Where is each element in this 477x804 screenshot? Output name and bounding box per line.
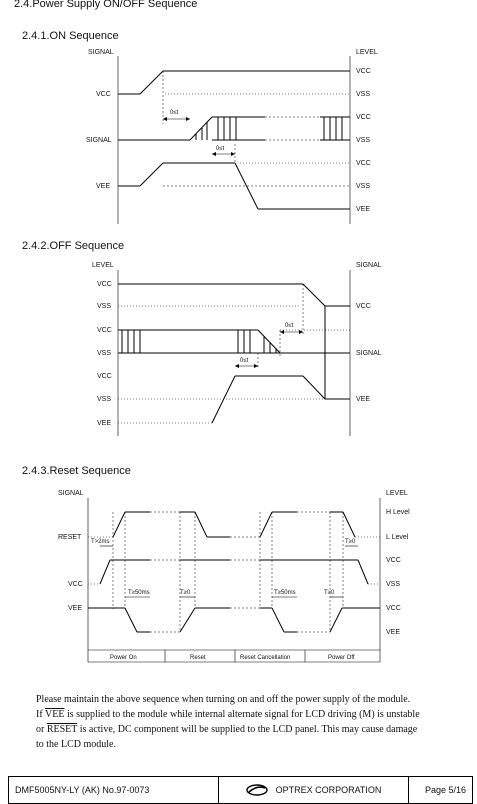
reset-signal-vee: VEE bbox=[68, 605, 83, 612]
section-title: 2.4.Power Supply ON/OFF Sequence bbox=[14, 0, 198, 10]
off-level: VCC bbox=[97, 373, 112, 380]
off-level: VSS bbox=[97, 350, 112, 357]
off-sequence-diagram bbox=[0, 256, 477, 441]
reset-sequence-heading: 2.4.3.Reset Sequence bbox=[22, 465, 131, 477]
footer-page: Page 5/16 bbox=[424, 785, 466, 795]
off-timing-2: 0≤t bbox=[240, 358, 249, 364]
off-signal-vee: VEE bbox=[356, 396, 371, 403]
phase-power-off: Power Off bbox=[328, 655, 355, 661]
off-level: VCC bbox=[97, 281, 112, 288]
reset-col-left: SIGNAL bbox=[58, 490, 84, 497]
on-level: VSS bbox=[356, 183, 371, 190]
off-timing-1: 0≤t bbox=[285, 323, 294, 329]
reset-level: H Level bbox=[386, 509, 410, 516]
reset-timing-6: T≥0 bbox=[324, 590, 335, 596]
on-col-right: LEVEL bbox=[356, 49, 378, 56]
reset-signal-vcc: VCC bbox=[68, 581, 83, 588]
reset-timing-4: T≥0 bbox=[180, 590, 191, 596]
off-level: VSS bbox=[97, 396, 112, 403]
on-timing-1: 0≤t bbox=[170, 110, 179, 116]
on-col-left: SIGNAL bbox=[88, 49, 114, 56]
note-line-1: Please maintain the above sequence when turning on and off the power supply of the module. bbox=[36, 694, 411, 705]
note-line-2: If $\overline{VEE}$ is supplied to the module while internal alternate signal for LCD driving (M) is unstable bbox=[36, 709, 420, 720]
on-level: VCC bbox=[356, 68, 371, 75]
off-level: VCC bbox=[97, 327, 112, 334]
off-level: VEE bbox=[97, 420, 112, 427]
on-level: VCC bbox=[356, 160, 371, 167]
company-name: OPTREX CORPORATION bbox=[275, 785, 382, 795]
on-level: VSS bbox=[356, 91, 371, 98]
reset-timing-2: T≥0 bbox=[345, 539, 356, 545]
vee-term: $\overline{VEE}$ bbox=[44, 709, 65, 720]
on-level: VEE bbox=[356, 206, 371, 213]
optrex-logo-icon bbox=[246, 784, 268, 796]
reset-timing-3: T≥50ms bbox=[128, 590, 150, 596]
caution-note bbox=[36, 692, 466, 752]
on-row-vee: VEE bbox=[96, 183, 111, 190]
off-col-left: LEVEL bbox=[92, 262, 114, 269]
phase-reset: Reset bbox=[190, 655, 206, 661]
on-level: VSS bbox=[356, 137, 371, 144]
reset-term: RESET bbox=[46, 724, 78, 735]
note-line-4: to the LCD module. bbox=[36, 739, 116, 750]
reset-level: VCC bbox=[386, 557, 401, 564]
note-line-3: or RESET is active, DC component will be supplied to the LCD panel. This may cause damage bbox=[36, 724, 418, 735]
reset-sequence-diagram bbox=[0, 484, 477, 666]
off-col-right: SIGNAL bbox=[356, 262, 382, 269]
off-signal-signal: SIGNAL bbox=[356, 350, 382, 357]
reset-signal-reset: RESET bbox=[58, 534, 82, 541]
on-timing-2: 0≤t bbox=[216, 146, 225, 152]
reset-level: L Level bbox=[386, 534, 409, 541]
page-footer bbox=[8, 776, 473, 804]
off-sequence-heading: 2.4.2.OFF Sequence bbox=[22, 240, 125, 252]
reset-level: VCC bbox=[386, 605, 401, 612]
on-row-signal: SIGNAL bbox=[86, 137, 112, 144]
reset-col-right: LEVEL bbox=[386, 490, 408, 497]
on-sequence-diagram bbox=[0, 44, 477, 229]
footer-company bbox=[219, 777, 409, 803]
off-signal-vcc: VCC bbox=[356, 303, 371, 310]
on-sequence-heading: 2.4.1.ON Sequence bbox=[22, 30, 119, 42]
reset-level: VSS bbox=[386, 581, 401, 588]
reset-timing-5: T≥50ms bbox=[274, 590, 296, 596]
phase-reset-cancellation: Reset Cancellation bbox=[240, 655, 291, 661]
on-row-vcc: VCC bbox=[96, 91, 111, 98]
on-level: VCC bbox=[356, 114, 371, 121]
reset-level: VEE bbox=[386, 629, 401, 636]
off-level: VSS bbox=[97, 303, 112, 310]
footer-model: DMF5005NY-LY (AK) No.97-0073 bbox=[9, 777, 219, 803]
phase-power-on: Power On bbox=[110, 655, 137, 661]
reset-timing-1: T>2ms bbox=[91, 539, 110, 545]
